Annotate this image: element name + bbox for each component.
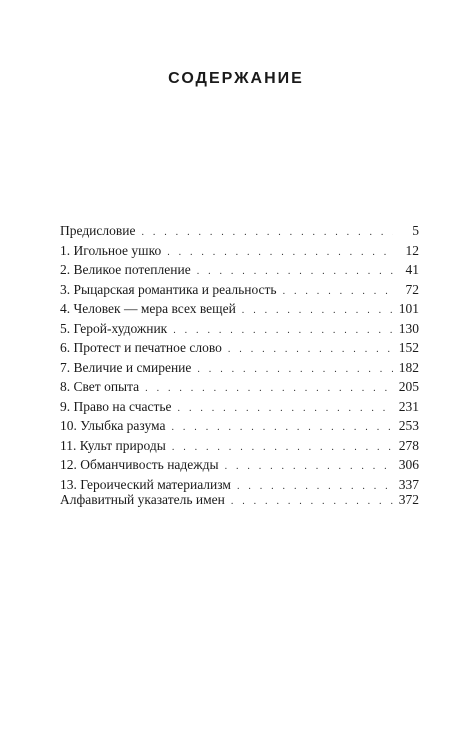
dot-leader — [228, 340, 393, 360]
dot-leader — [167, 243, 393, 263]
dot-leader — [172, 418, 394, 438]
toc-entry-label: 13. Героический материализм — [60, 476, 231, 492]
toc-entry-page: 5 — [412, 223, 419, 238]
dot-leader — [283, 282, 393, 302]
toc-entry-page: 72 — [405, 281, 419, 297]
toc-entry-page: 278 — [398, 437, 419, 453]
table-of-contents — [60, 221, 419, 494]
toc-entry-page: 182 — [398, 359, 419, 375]
toc-entry-label: 9. Право на счастье — [60, 398, 172, 414]
toc-entry — [60, 416, 419, 436]
toc-entry-label: 5. Герой-художник — [60, 320, 168, 336]
toc-entry-label: 6. Протест и печатное слово — [60, 340, 222, 355]
dot-leader — [178, 399, 393, 419]
toc-entry-page: 337 — [398, 476, 419, 492]
toc-entry — [60, 358, 419, 378]
dot-leader — [242, 301, 393, 321]
toc-entry — [60, 319, 419, 339]
toc-entry-label: 1. Игольное ушко — [60, 242, 162, 258]
toc-entry — [60, 397, 419, 417]
toc-entry-page: 101 — [398, 301, 419, 316]
toc-entry-page: 12 — [405, 242, 419, 258]
toc-entry-page: 41 — [405, 262, 419, 277]
dot-leader — [225, 457, 393, 477]
toc-entry-page: 231 — [398, 398, 419, 414]
toc-entry — [60, 338, 419, 358]
toc-entry-label: Предисловие — [60, 223, 136, 238]
toc-entry-label: Алфавитный указатель имен — [60, 492, 225, 507]
dot-leader — [145, 379, 393, 399]
toc-entry-page: 152 — [398, 340, 419, 355]
index-entry — [60, 490, 419, 510]
toc-entry-label: 10. Улыбка разума — [60, 418, 166, 433]
toc-entry-page: 306 — [398, 457, 419, 472]
toc-entry-label: 3. Рыцарская романтика и реальность — [60, 281, 277, 297]
toc-entry-label: 8. Свет опыта — [60, 379, 140, 394]
toc-entry — [60, 455, 419, 475]
dot-leader — [197, 360, 393, 380]
toc-entry — [60, 299, 419, 319]
toc-entry-label: 7. Величие и смирение — [60, 359, 192, 375]
toc-entry-label: 4. Человек — мера всех вещей — [60, 301, 236, 316]
toc-entry-page: 205 — [398, 379, 419, 394]
toc-entry — [60, 377, 419, 397]
toc-entry-page: 372 — [398, 492, 419, 507]
toc-entry-label: 2. Великое потепление — [60, 262, 191, 277]
toc-entry — [60, 241, 419, 261]
dot-leader — [231, 492, 393, 512]
toc-entry-label: 12. Обманчивость надежды — [60, 457, 219, 472]
toc-entry-page: 130 — [398, 320, 419, 336]
toc-entry-label: 11. Культ природы — [60, 437, 166, 453]
toc-entry — [60, 436, 419, 456]
page-title: СОДЕРЖАНИЕ — [168, 70, 304, 87]
toc-entry — [60, 221, 419, 241]
toc-entry-page: 253 — [398, 418, 419, 433]
dot-leader — [141, 223, 393, 243]
toc-entry — [60, 280, 419, 300]
toc-entry — [60, 260, 419, 280]
